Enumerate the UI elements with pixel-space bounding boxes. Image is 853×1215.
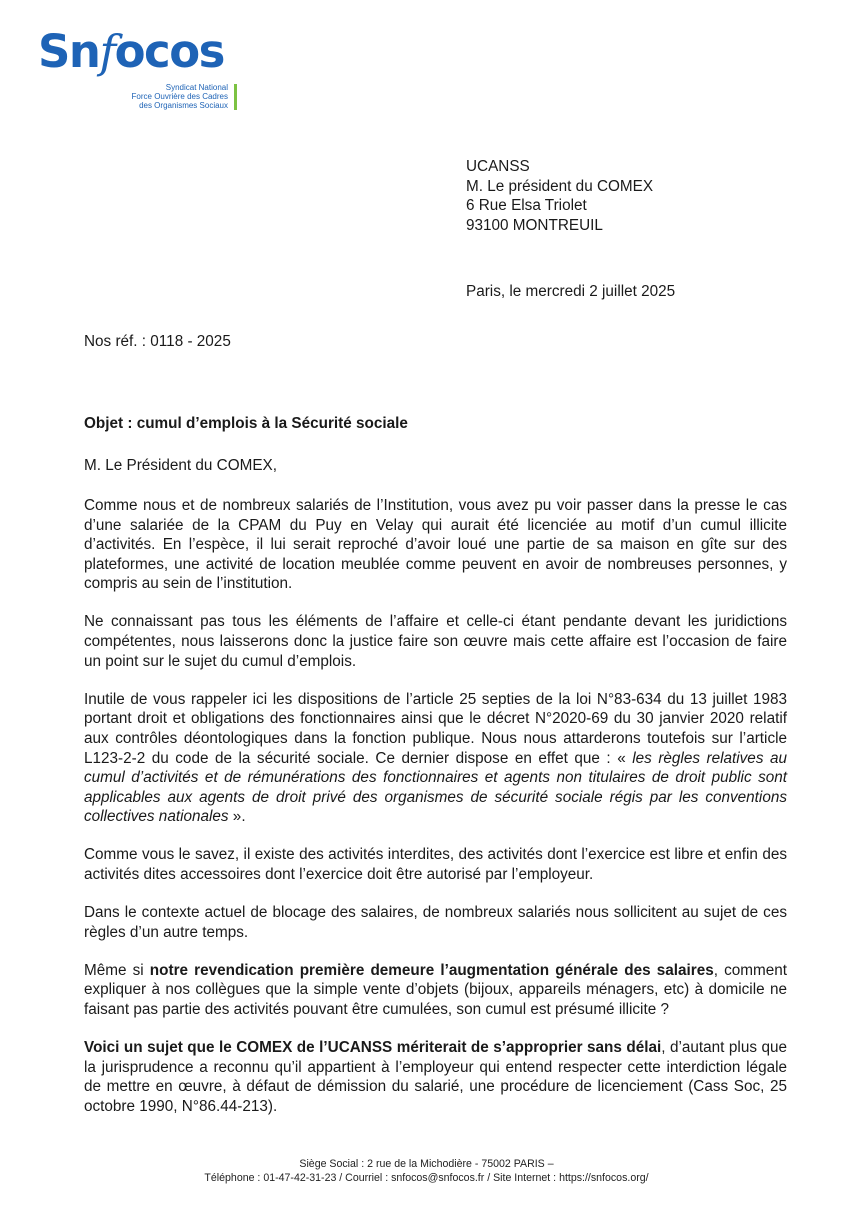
- bold-claim: notre revendication première demeure l’augmentation générale des salaires: [149, 961, 714, 979]
- recipient-line: UCANSS: [466, 158, 530, 175]
- paragraph-4: Comme vous le savez, il existe des activités interdites, des activités dont l’exercice est libre et enfin des activités dites accessoires dont l’exercice doit être autorisé par l’employeur.: [84, 846, 787, 883]
- letter-date: Paris, le mercredi 2 juillet 2025: [466, 283, 676, 300]
- letter-body: [84, 496, 787, 1135]
- page-footer: [0, 1157, 853, 1185]
- recipient-line: 6 Rue Elsa Triolet: [466, 197, 587, 215]
- paragraph-1: Comme nous et de nombreux salariés de l’Institution, vous avez pu voir passer dans la presse le cas d’une salariée de la CPAM du Puy en Velay qui aurait été licenciée au motif d’un cumul illicite d’activités. En l’espèce, il lui serait reproché d’avoir loué une partie de sa maison en gîte sur des plateformes, une activité de location meublée comme peuvent en avoir de nombreuses personnes, y compris au sein de l’institution.: [84, 497, 787, 593]
- footer-address: Siège Social : 2 rue de la Michodière - 75002 PARIS –: [299, 1158, 554, 1170]
- paragraph-3: Inutile de vous rappeler ici les dispositions de l’article 25 septies de la loi N°83-634 du 13 juillet 1983 portant droit et obligations des fonctionnaires ainsi que le décret N°2020-69 du 30 janvier 2020 relatif aux contrôles déontologiques dans la fonction publique. Nous nous attarderons toutefois sur l’article L123-2-2 du code de la sécurité sociale. Ce dernier dispose en effet que : « les règles relatives au cumul d’activités et de rémunérations des fonctionnaires et agents non titulaires de droit public sont applicables aux agents de droit privé des organismes de sécurité sociale régis par les conventions collectives nationales ».: [84, 690, 787, 826]
- paragraph-5: Dans le contexte actuel de blocage des salaires, de nombreux salariés nous sollicitent au sujet de ces règles d’un autre temps.: [84, 904, 787, 941]
- logo-wordmark: Snfocos: [38, 25, 224, 78]
- reference-number: Nos réf. : 0118 - 2025: [84, 333, 231, 350]
- salutation: M. Le Président du COMEX,: [84, 457, 277, 474]
- snfocos-logo: [38, 22, 253, 117]
- paragraph-2: Ne connaissant pas tous les éléments de l’affaire et celle-ci étant pendante devant les juridictions compétentes, nous laisserons donc la justice faire son œuvre mais cette affaire est l’occasion de faire un point sur le sujet du cumul d’emplois.: [84, 613, 787, 670]
- paragraph-7: Voici un sujet que le COMEX de l’UCANSS mériterait de s’approprier sans délai, d’autant plus que la jurisprudence a reconnu qu’il appartient à l’employeur qui entend respecter cette interdiction légale de mettre en œuvre, à défaut de démission du salarié, une procédure de licenciement (Cass Soc, 25 octobre 1990, N°86.44-213).: [84, 1039, 787, 1115]
- footer-contact: Téléphone : 01-47-42-31-23 / Courriel : snfocos@snfocos.fr / Site Internet : https://snfocos.org/: [204, 1172, 649, 1184]
- recipient-line: M. Le président du COMEX: [466, 177, 654, 195]
- recipient-address: [466, 157, 653, 236]
- recipient-line: 93100 MONTREUIL: [466, 217, 603, 235]
- letter-subject: Objet : cumul d’emplois à la Sécurité sociale: [84, 415, 408, 432]
- bold-call-to-action: Voici un sujet que le COMEX de l’UCANSS mériterait de s’approprier sans délai: [84, 1039, 662, 1057]
- logo-tagline: Syndicat National Force Ouvrière des Cadres des Organismes Sociaux: [132, 84, 237, 110]
- paragraph-6: Même si notre revendication première demeure l’augmentation générale des salaires, comment expliquer à nos collègues que la simple vente d’objets (bijoux, appareils ménagers, etc) à domicile ne faisant pas partie des activités pouvant être cumulées, son cumul est présumé illicite ?: [84, 961, 788, 1018]
- legal-quote: les règles relatives au cumul d’activités et de rémunérations des fonctionnaires et agents non titulaires de droit public sont applicables aux agents de droit privé des organismes de sécurité sociale régis par les conventions collectives nationales: [84, 749, 787, 826]
